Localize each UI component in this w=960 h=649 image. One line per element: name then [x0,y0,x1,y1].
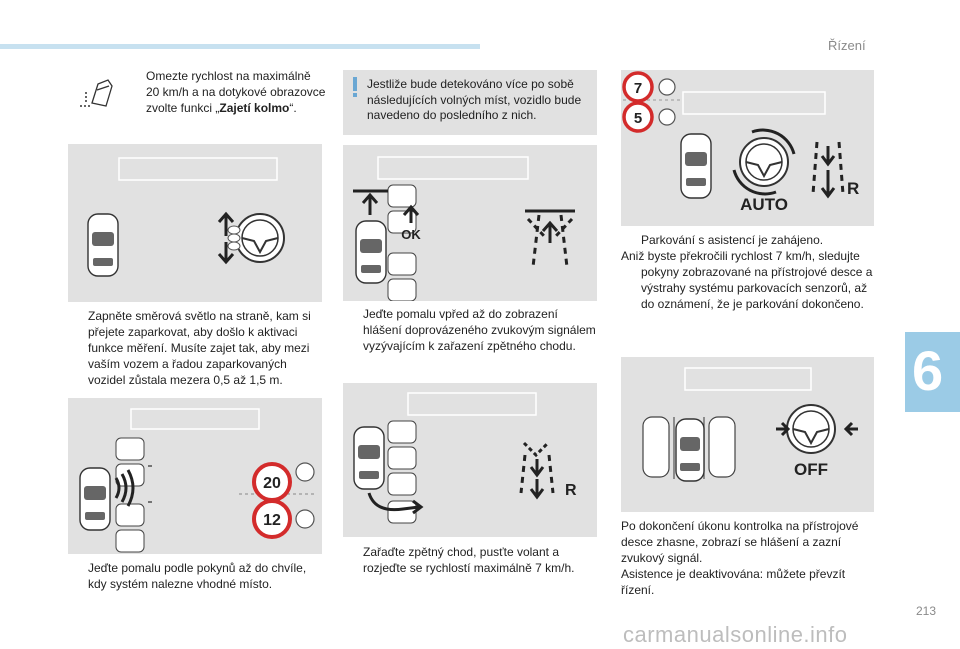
step-reduce-speed: Omezte rychlost na maximálně 20 km/h a na dotykové obrazovce zvolte funkci „Zajetí kolmo“. [146,69,326,115]
step-signal: Zapněte směrová světlo na straně, kam si přejete zaparkovat, aby došlo k aktivaci funkce měření. Musíte zajet tak, aby mezi vaším vozem a řadou zaparkovaných vozidel zůstala mezera 0,5 až 1,5 m. [88,309,311,387]
step-assisted-parking: Parkování s asistencí je zahájeno. Aniž byste překročili rychlost 7 km/h, sledujte pokyny zobrazované na přístrojové desce a výstrahy systému parkovacích senzorů, až do oznámení, že je parkování dokončeno. [621,233,873,311]
reverse-indicator-icon [521,443,553,497]
parking-assist-icon [78,76,118,110]
section-title: Řízení [828,38,866,53]
svg-text:5: 5 [633,110,643,127]
car-icon [354,427,384,489]
header-bar [0,44,480,49]
off-label: OFF [794,460,828,479]
steering-wheel-icon [296,463,314,528]
page-number: 213 [916,604,937,618]
illustration-detect-start [68,144,322,302]
step-drive-slowly: Jeďte pomalu podle pokynů až do chvíle, kdy systém nalezne vhodné místo. [88,561,307,591]
illustration-measuring [68,398,322,554]
step-drive-forward: Jeďte pomalu vpřed až do zobrazení hlášení doprovázeného zvukovým signálem vyzývajícím k zařazení zpětného chodu. [363,307,596,353]
step-reverse: Zařaďte zpětný chod, pusťte volant a rozjeďte se rychlostí maximálně 7 km/h. [363,545,575,575]
reverse-label: R [565,482,577,499]
car-icon [80,468,110,530]
speed-limit-7-icon [624,73,652,101]
car-icon [356,221,386,283]
auto-label: AUTO [740,195,788,214]
speed-limit-20-icon [254,464,290,500]
illustration-finished [621,357,874,512]
illustration-stop-for-reverse [343,145,597,301]
svg-text:20: 20 [263,475,281,492]
reverse-label: R [847,179,860,198]
steering-wheel-icon [236,214,284,262]
info-icon [353,77,357,91]
info-text: Jestliže bude detekováno více po sobě následujících volných míst, vozidlo bude navedeno do posledního z nich. [367,77,582,122]
svg-text:OK: OK [401,227,421,242]
speed-limit-12-icon [254,501,290,537]
illustration-engage-reverse [343,383,597,537]
speed-limit-5-icon [624,103,652,131]
svg-text:12: 12 [263,512,281,529]
reverse-indicator-icon [813,142,843,196]
car-icon [88,214,118,276]
stop-line-icon [525,211,575,267]
end-notes: Po dokončení úkonu kontrolka na přístrojové desce zhasne, zobrazí se hlášení a zazní zvukový signál. Asistence je deaktivována: můžete převzít řízení. [621,519,859,597]
car-icon [676,419,704,481]
auto-steering-icon [734,130,794,194]
info-box [343,70,597,135]
illustration-auto-steering [621,70,874,226]
svg-text:7: 7 [633,80,643,97]
chapter-number: 6 [912,339,944,402]
watermark: carmanualsonline.info [623,622,848,647]
car-icon [681,134,711,198]
steering-release-icon [787,405,835,453]
